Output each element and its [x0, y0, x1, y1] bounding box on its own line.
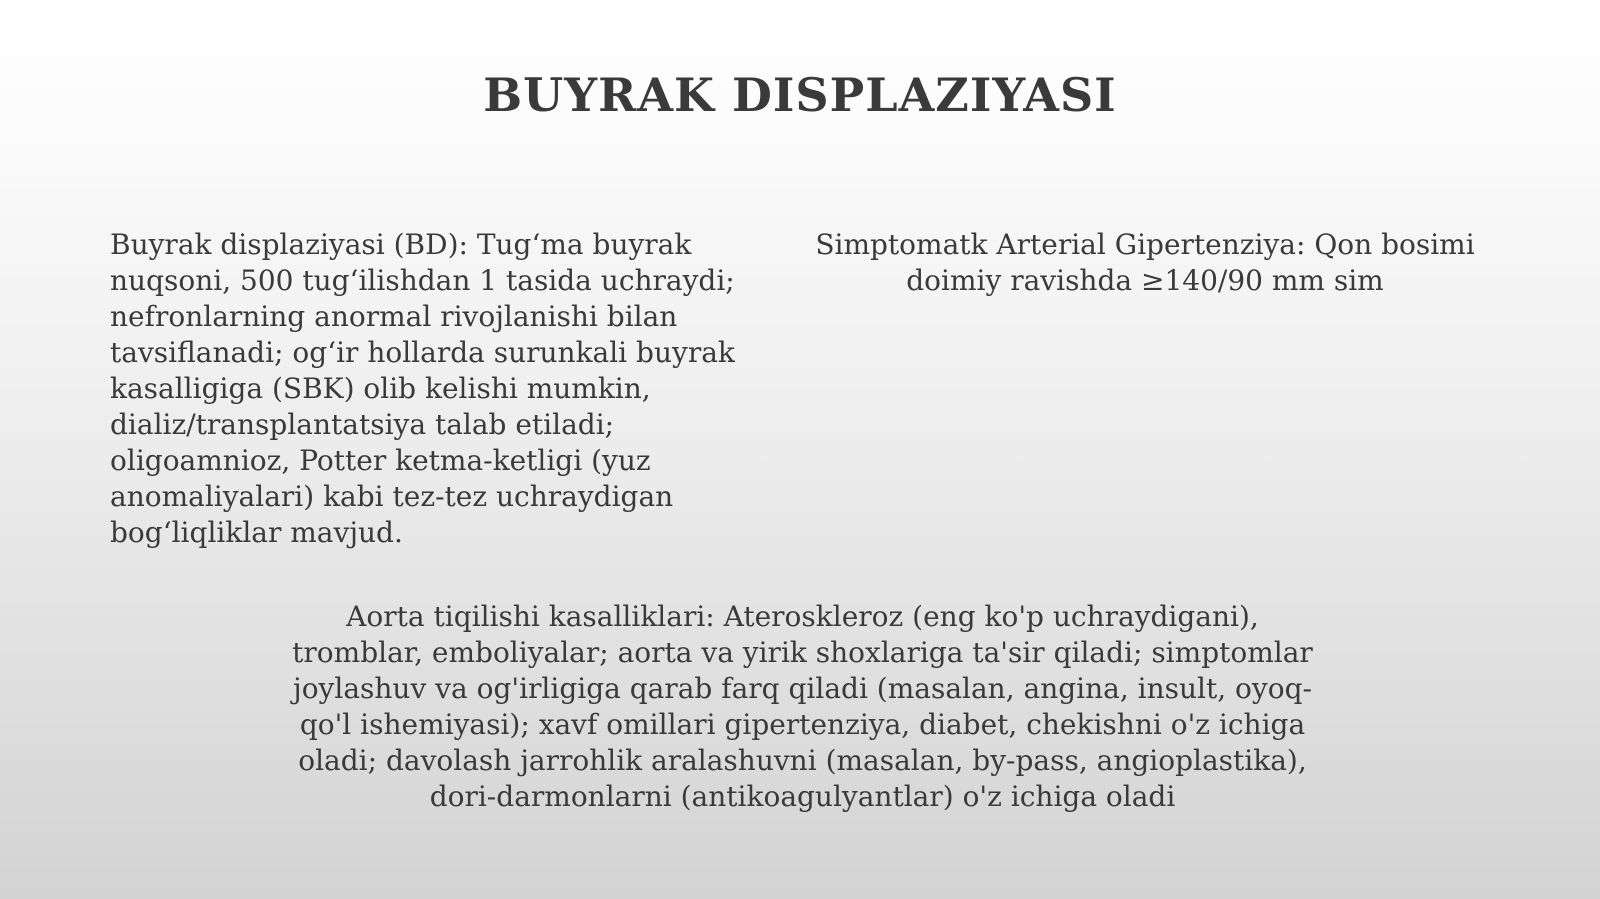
- slide-title: BUYRAK DISPLAZIYASI: [483, 68, 1117, 122]
- renal-dysplasia-paragraph: Buyrak displaziyasi (BD): Tug‘ma buyrak nuqsoni, 500 tug‘ilishdan 1 tasida uchraydi; nefronlarning anormal rivojlanishi bilan tavsiflanadi; og‘ir hollarda surunkali buyrak kasalligiga (SBK) olib kelishi mumkin, dializ/transplantatsiya talab etiladi; oligoamnioz, Potter ketma-ketligi (yuz anomaliyalari) kabi tez-tez uchraydigan bog‘liqliklar mavjud.: [110, 228, 735, 549]
- aortic-occlusion-paragraph: Aorta tiqilishi kasalliklari: Ateroskleroz (eng ko'p uchraydigani), tromblar, emboliyalar; aorta va yirik shoxlariga ta'sir qiladi; simptomlar joylashuv va og'irligiga qarab farq qiladi (masalan, angina, insult, oyoq-qo'l ishemiyasi); xavf omillari gipertenziya, diabet, chekishni o'z ichiga oladi; davolash jarrohlik aralashuvni (masalan, by-pass, angioplastika), dori-darmonlarni (antikoagulyantlar) o'z ichiga oladi: [292, 600, 1313, 813]
- hypertension-paragraph: Simptomatk Arterial Gipertenziya: Qon bosimi doimiy ravishda ≥140/90 mm sim: [815, 228, 1475, 297]
